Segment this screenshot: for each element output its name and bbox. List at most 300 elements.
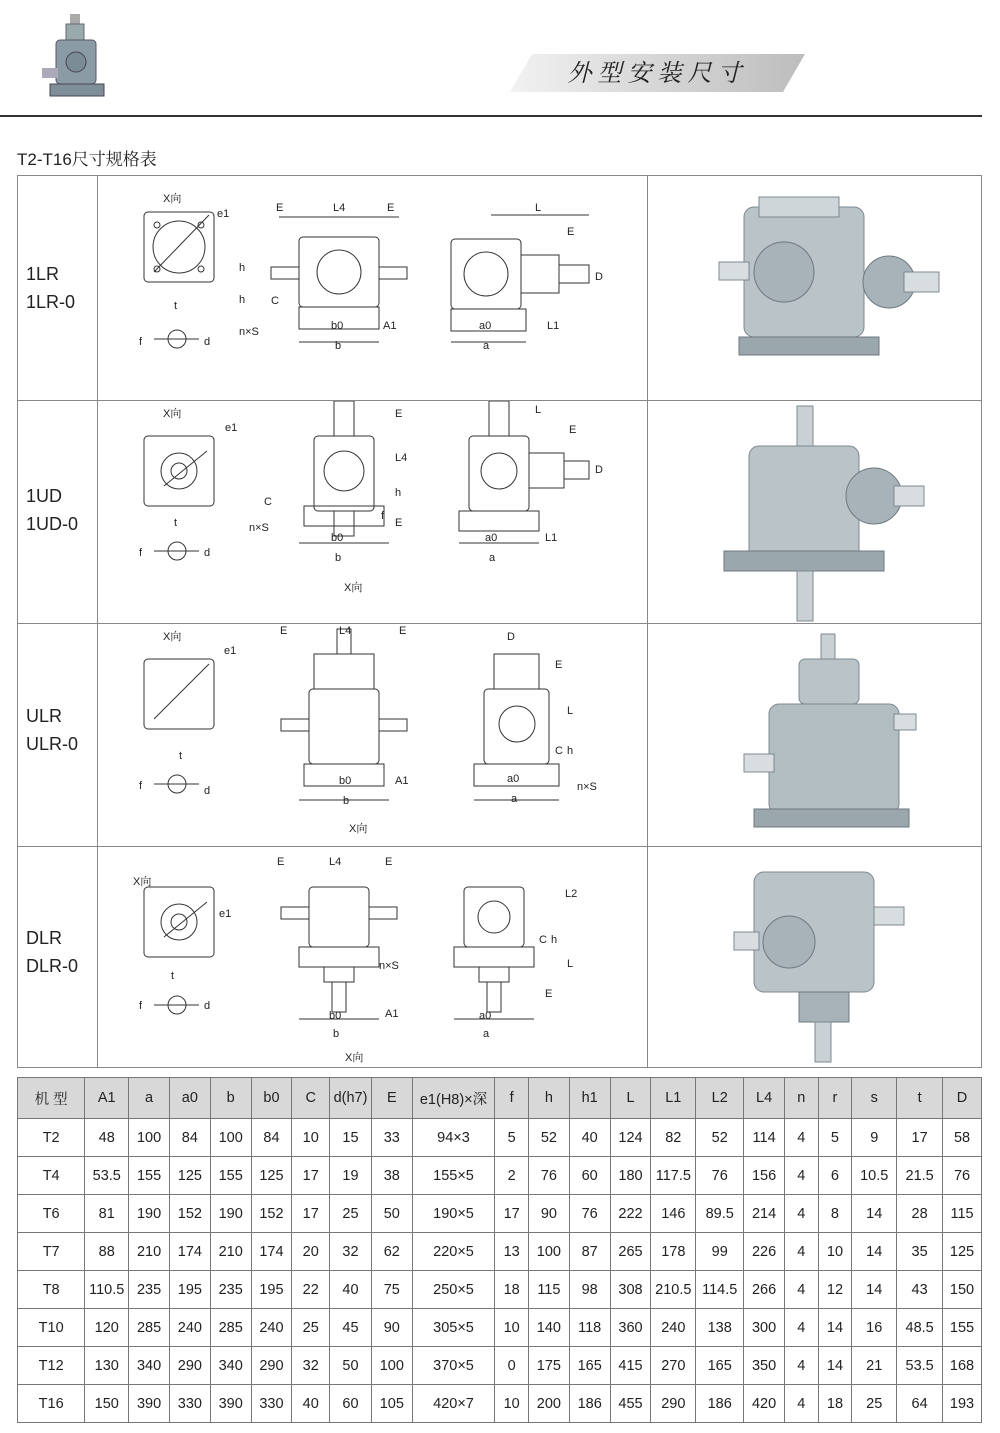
table-cell: 290 (251, 1347, 292, 1385)
table-cell: 155 (129, 1157, 170, 1195)
label-a: a (511, 793, 518, 805)
table-cell: 21.5 (897, 1157, 943, 1195)
table-cell: 100 (210, 1119, 251, 1157)
label-a: a (483, 1028, 490, 1040)
drawing-1lr (99, 177, 647, 399)
table-cell: 84 (251, 1119, 292, 1157)
table-cell: 168 (943, 1347, 982, 1385)
label-e1: e1 (219, 908, 232, 920)
table-cell: 18 (818, 1385, 852, 1423)
label-nxs: n×S (577, 781, 597, 793)
column-header: L4 (744, 1078, 785, 1119)
table-cell: 17 (292, 1195, 330, 1233)
table-cell: 88 (85, 1233, 129, 1271)
table-cell: 165 (696, 1347, 744, 1385)
table-cell: 52 (696, 1119, 744, 1157)
table-cell: 19 (330, 1157, 372, 1195)
label-l4: L4 (333, 202, 346, 214)
table-row (18, 1233, 982, 1271)
column-header: D (943, 1078, 982, 1119)
table-cell: 15 (330, 1119, 372, 1157)
table-cell: 89.5 (696, 1195, 744, 1233)
label-e1: e1 (225, 422, 238, 434)
table-cell: 340 (129, 1347, 170, 1385)
table-cell: 156 (744, 1157, 785, 1195)
table-cell: 300 (744, 1309, 785, 1347)
table-cell: 235 (210, 1271, 251, 1309)
gearbox-thumbnail-icon (40, 14, 112, 106)
label-l4: L4 (329, 856, 342, 868)
label-h: h (551, 934, 558, 946)
label-d-cap: D (507, 631, 515, 643)
table-cell: 17 (897, 1119, 943, 1157)
table-cell: 390 (129, 1385, 170, 1423)
table-cell: 25 (330, 1195, 372, 1233)
column-header: f (495, 1078, 529, 1119)
column-header: A1 (85, 1078, 129, 1119)
label-a0: a0 (485, 532, 498, 544)
column-header: a (129, 1078, 170, 1119)
page-title: 外型安装尺寸 (567, 59, 748, 87)
label-x-view: X向 (349, 823, 368, 835)
table-cell: 125 (943, 1233, 982, 1271)
table-row (18, 1195, 982, 1233)
label-e1: e1 (224, 645, 237, 657)
table-cell: 17 (495, 1195, 529, 1233)
table-cell: 5 (818, 1119, 852, 1157)
table-cell: 140 (528, 1309, 569, 1347)
label-b: b (335, 552, 342, 564)
model-cell: T7 (18, 1233, 85, 1271)
table-cell: 10.5 (852, 1157, 897, 1195)
model-label-ulr: ULR ULR-0 (26, 706, 79, 754)
product-photo-ulr (649, 624, 981, 846)
column-header: 机 型 (18, 1078, 85, 1119)
label-nxs: n×S (379, 960, 399, 972)
model-label-dlr: DLR DLR-0 (26, 928, 79, 976)
table-cell: 226 (744, 1233, 785, 1271)
label-e: E (555, 659, 563, 671)
table-cell: 52 (528, 1119, 569, 1157)
table-cell: 455 (610, 1385, 651, 1423)
label-e: E (395, 408, 403, 420)
table-cell: 43 (897, 1271, 943, 1309)
label-a: a (483, 340, 490, 352)
label-e: E (277, 856, 285, 868)
table-cell: 76 (528, 1157, 569, 1195)
table-header-row (18, 1078, 982, 1119)
table-cell: 186 (696, 1385, 744, 1423)
table-cell: 152 (251, 1195, 292, 1233)
label-f: f (139, 1000, 143, 1012)
label-b: b (343, 795, 350, 807)
page-header (0, 0, 1000, 120)
label-x-view: X向 (163, 408, 182, 420)
table-cell: 100 (371, 1347, 412, 1385)
column-header: E (371, 1078, 412, 1119)
table-cell: 20 (292, 1233, 330, 1271)
table-cell: 60 (569, 1157, 610, 1195)
label-b0: b0 (339, 775, 352, 787)
table-cell: 40 (569, 1119, 610, 1157)
label-e1: e1 (217, 208, 230, 220)
table-cell: 235 (129, 1271, 170, 1309)
product-photo-1lr (649, 177, 981, 399)
model-cell: T16 (18, 1385, 85, 1423)
table-row (18, 1271, 982, 1309)
column-header: e1(H8)×深 (412, 1078, 495, 1119)
table-cell: 9 (852, 1119, 897, 1157)
table-cell: 114.5 (696, 1271, 744, 1309)
table-cell: 25 (852, 1385, 897, 1423)
table-cell: 81 (85, 1195, 129, 1233)
model-cell: T12 (18, 1347, 85, 1385)
table-cell: 290 (651, 1385, 696, 1423)
model-cell: T2 (18, 1119, 85, 1157)
table-cell: 210 (210, 1233, 251, 1271)
table-cell: 2 (495, 1157, 529, 1195)
table-cell: 190 (129, 1195, 170, 1233)
table-cell: 390 (210, 1385, 251, 1423)
table-cell: 270 (651, 1347, 696, 1385)
header-divider (0, 115, 982, 117)
drawing-1ud (99, 401, 647, 623)
table-cell: 305×5 (412, 1309, 495, 1347)
label-e: E (395, 517, 403, 529)
table-cell: 4 (784, 1309, 818, 1347)
column-header: h (528, 1078, 569, 1119)
table-cell: 13 (495, 1233, 529, 1271)
table-cell: 4 (784, 1157, 818, 1195)
label-a1: A1 (383, 320, 397, 332)
label-x-view: X向 (163, 631, 182, 643)
label-e: E (545, 988, 553, 1000)
table-cell: 35 (897, 1233, 943, 1271)
label-d: d (204, 547, 211, 559)
label-f: f (381, 510, 385, 522)
table-cell: 115 (528, 1271, 569, 1309)
product-photo-dlr (649, 847, 981, 1069)
table-cell: 38 (371, 1157, 412, 1195)
table-cell: 10 (818, 1233, 852, 1271)
table-cell: 165 (569, 1347, 610, 1385)
model-cell: T6 (18, 1195, 85, 1233)
table-cell: 53.5 (85, 1157, 129, 1195)
table-cell: 190 (210, 1195, 251, 1233)
table-cell: 220×5 (412, 1233, 495, 1271)
table-row (18, 1309, 982, 1347)
table-cell: 138 (696, 1309, 744, 1347)
table-cell: 195 (251, 1271, 292, 1309)
label-x-view: X向 (345, 1052, 364, 1064)
label-a0: a0 (507, 773, 520, 785)
label-l1: L1 (545, 532, 558, 544)
table-cell: 350 (744, 1347, 785, 1385)
label-t: t (174, 517, 178, 529)
table-cell: 16 (852, 1309, 897, 1347)
table-cell: 285 (129, 1309, 170, 1347)
table-cell: 240 (251, 1309, 292, 1347)
label-x-view: X向 (133, 876, 152, 888)
table-cell: 214 (744, 1195, 785, 1233)
table-cell: 360 (610, 1309, 651, 1347)
table-cell: 14 (852, 1271, 897, 1309)
label-t: t (179, 750, 183, 762)
table-cell: 10 (495, 1385, 529, 1423)
model-cell: T8 (18, 1271, 85, 1309)
table-cell: 6 (818, 1157, 852, 1195)
table-cell: 82 (651, 1119, 696, 1157)
column-header: t (897, 1078, 943, 1119)
table-row (18, 1157, 982, 1195)
label-h: h (239, 262, 246, 274)
table-cell: 90 (528, 1195, 569, 1233)
table-cell: 25 (292, 1309, 330, 1347)
label-e: E (387, 202, 395, 214)
table-cell: 266 (744, 1271, 785, 1309)
table-cell: 75 (371, 1271, 412, 1309)
table-cell: 155 (210, 1157, 251, 1195)
label-f: f (139, 336, 143, 348)
label-b: b (333, 1028, 340, 1040)
column-header: s (852, 1078, 897, 1119)
table-cell: 200 (528, 1385, 569, 1423)
table-cell: 330 (251, 1385, 292, 1423)
table-cell: 76 (943, 1157, 982, 1195)
table-row (18, 1385, 982, 1423)
table-cell: 290 (169, 1347, 210, 1385)
table-cell: 186 (569, 1385, 610, 1423)
label-t: t (174, 300, 178, 312)
label-c: C (264, 496, 272, 508)
model-cell: T4 (18, 1157, 85, 1195)
grid-divider (97, 176, 98, 1067)
table-cell: 175 (528, 1347, 569, 1385)
table-body (18, 1119, 982, 1423)
table-cell: 4 (784, 1233, 818, 1271)
table-cell: 110.5 (85, 1271, 129, 1309)
table-cell: 250×5 (412, 1271, 495, 1309)
table-cell: 98 (569, 1271, 610, 1309)
table-cell: 265 (610, 1233, 651, 1271)
column-header: C (292, 1078, 330, 1119)
label-d-cap: D (595, 271, 603, 283)
table-cell: 193 (943, 1385, 982, 1423)
label-b0: b0 (331, 320, 344, 332)
product-photo-1ud (649, 401, 981, 623)
table-cell: 308 (610, 1271, 651, 1309)
table-cell: 32 (330, 1233, 372, 1271)
table-cell: 40 (292, 1385, 330, 1423)
table-cell: 190×5 (412, 1195, 495, 1233)
grid-divider (647, 176, 648, 1067)
label-l: L (535, 404, 542, 416)
table-cell: 10 (495, 1309, 529, 1347)
label-b: b (335, 340, 342, 352)
table-cell: 370×5 (412, 1347, 495, 1385)
table-cell: 60 (330, 1385, 372, 1423)
label-t: t (171, 970, 175, 982)
label-d: d (204, 336, 211, 348)
label-l: L (535, 202, 542, 214)
table-cell: 53.5 (897, 1347, 943, 1385)
table-cell: 8 (818, 1195, 852, 1233)
label-x-view: X向 (163, 193, 182, 205)
column-header: d(h7) (330, 1078, 372, 1119)
table-cell: 120 (85, 1309, 129, 1347)
table-cell: 4 (784, 1195, 818, 1233)
label-l: L (567, 958, 574, 970)
table-cell: 99 (696, 1233, 744, 1271)
table-cell: 0 (495, 1347, 529, 1385)
label-l4: L4 (339, 625, 352, 637)
table-cell: 420×7 (412, 1385, 495, 1423)
table-cell: 50 (371, 1195, 412, 1233)
label-f: f (139, 780, 143, 792)
model-label-1lr: 1LR 1LR-0 (26, 264, 76, 312)
table-cell: 155 (943, 1309, 982, 1347)
table-cell: 17 (292, 1157, 330, 1195)
table-cell: 4 (784, 1119, 818, 1157)
label-d: d (204, 1000, 211, 1012)
label-h: h (395, 487, 402, 499)
label-l4: L4 (395, 452, 408, 464)
table-cell: 76 (696, 1157, 744, 1195)
table-subtitle: T2-T16尺寸规格表 (17, 150, 157, 169)
table-cell: 100 (129, 1119, 170, 1157)
table-cell: 62 (371, 1233, 412, 1271)
table-cell: 14 (818, 1309, 852, 1347)
table-cell: 58 (943, 1119, 982, 1157)
table-cell: 5 (495, 1119, 529, 1157)
table-cell: 87 (569, 1233, 610, 1271)
table-cell: 14 (852, 1195, 897, 1233)
model-cell: T10 (18, 1309, 85, 1347)
label-d-cap: D (595, 464, 603, 476)
label-d: d (204, 785, 211, 797)
label-nxs: n×S (249, 522, 269, 534)
table-cell: 210 (129, 1233, 170, 1271)
drawing-grid (17, 175, 982, 1068)
table-cell: 222 (610, 1195, 651, 1233)
table-cell: 285 (210, 1309, 251, 1347)
label-l1: L1 (547, 320, 560, 332)
table-cell: 90 (371, 1309, 412, 1347)
table-cell: 115 (943, 1195, 982, 1233)
label-e: E (399, 625, 407, 637)
table-cell: 340 (210, 1347, 251, 1385)
table-cell: 114 (744, 1119, 785, 1157)
label-a1: A1 (385, 1008, 399, 1020)
table-cell: 28 (897, 1195, 943, 1233)
table-cell: 12 (818, 1271, 852, 1309)
column-header: b (210, 1078, 251, 1119)
label-e: E (385, 856, 393, 868)
label-a0: a0 (479, 320, 492, 332)
table-cell: 125 (169, 1157, 210, 1195)
label-c: C (539, 934, 547, 946)
table-cell: 22 (292, 1271, 330, 1309)
table-cell: 50 (330, 1347, 372, 1385)
table-cell: 14 (852, 1233, 897, 1271)
label-nxs: n×S (239, 326, 259, 338)
column-header: h1 (569, 1078, 610, 1119)
table-cell: 18 (495, 1271, 529, 1309)
table-cell: 4 (784, 1347, 818, 1385)
label-b0: b0 (331, 532, 344, 544)
table-cell: 76 (569, 1195, 610, 1233)
label-b0: b0 (329, 1010, 342, 1022)
label-e: E (280, 625, 288, 637)
label-a0: a0 (479, 1010, 492, 1022)
label-e: E (569, 424, 577, 436)
table-cell: 117.5 (651, 1157, 696, 1195)
table-cell: 178 (651, 1233, 696, 1271)
table-cell: 152 (169, 1195, 210, 1233)
table-cell: 32 (292, 1347, 330, 1385)
column-header: b0 (251, 1078, 292, 1119)
table-cell: 14 (818, 1347, 852, 1385)
table-cell: 21 (852, 1347, 897, 1385)
table-cell: 48.5 (897, 1309, 943, 1347)
table-cell: 105 (371, 1385, 412, 1423)
table-cell: 33 (371, 1119, 412, 1157)
label-c: C (271, 295, 279, 307)
table-cell: 124 (610, 1119, 651, 1157)
table-cell: 210.5 (651, 1271, 696, 1309)
table-cell: 4 (784, 1385, 818, 1423)
table-cell: 84 (169, 1119, 210, 1157)
table-cell: 415 (610, 1347, 651, 1385)
drawing-ulr (99, 624, 647, 846)
label-a: a (489, 552, 496, 564)
table-cell: 10 (292, 1119, 330, 1157)
column-header: L1 (651, 1078, 696, 1119)
table-cell: 40 (330, 1271, 372, 1309)
table-cell: 180 (610, 1157, 651, 1195)
table-cell: 45 (330, 1309, 372, 1347)
table-row (18, 1119, 982, 1157)
column-header: n (784, 1078, 818, 1119)
table-cell: 100 (528, 1233, 569, 1271)
label-h: h (567, 745, 574, 757)
drawing-dlr (99, 847, 647, 1069)
label-x-view: X向 (344, 582, 363, 594)
table-cell: 330 (169, 1385, 210, 1423)
table-cell: 150 (85, 1385, 129, 1423)
label-f: f (139, 547, 143, 559)
label-h: h (239, 294, 246, 306)
table-cell: 174 (169, 1233, 210, 1271)
table-cell: 146 (651, 1195, 696, 1233)
column-header: a0 (169, 1078, 210, 1119)
model-label-1ud: 1UD 1UD-0 (26, 486, 79, 534)
table-row (18, 1347, 982, 1385)
table-cell: 94×3 (412, 1119, 495, 1157)
table-cell: 240 (169, 1309, 210, 1347)
column-header: L (610, 1078, 651, 1119)
spec-table (17, 1077, 982, 1423)
table-cell: 130 (85, 1347, 129, 1385)
table-cell: 240 (651, 1309, 696, 1347)
table-cell: 150 (943, 1271, 982, 1309)
label-e: E (276, 202, 284, 214)
table-cell: 64 (897, 1385, 943, 1423)
label-e: E (567, 226, 575, 238)
label-l2: L2 (565, 888, 578, 900)
table-cell: 4 (784, 1271, 818, 1309)
label-c: C (555, 745, 563, 757)
